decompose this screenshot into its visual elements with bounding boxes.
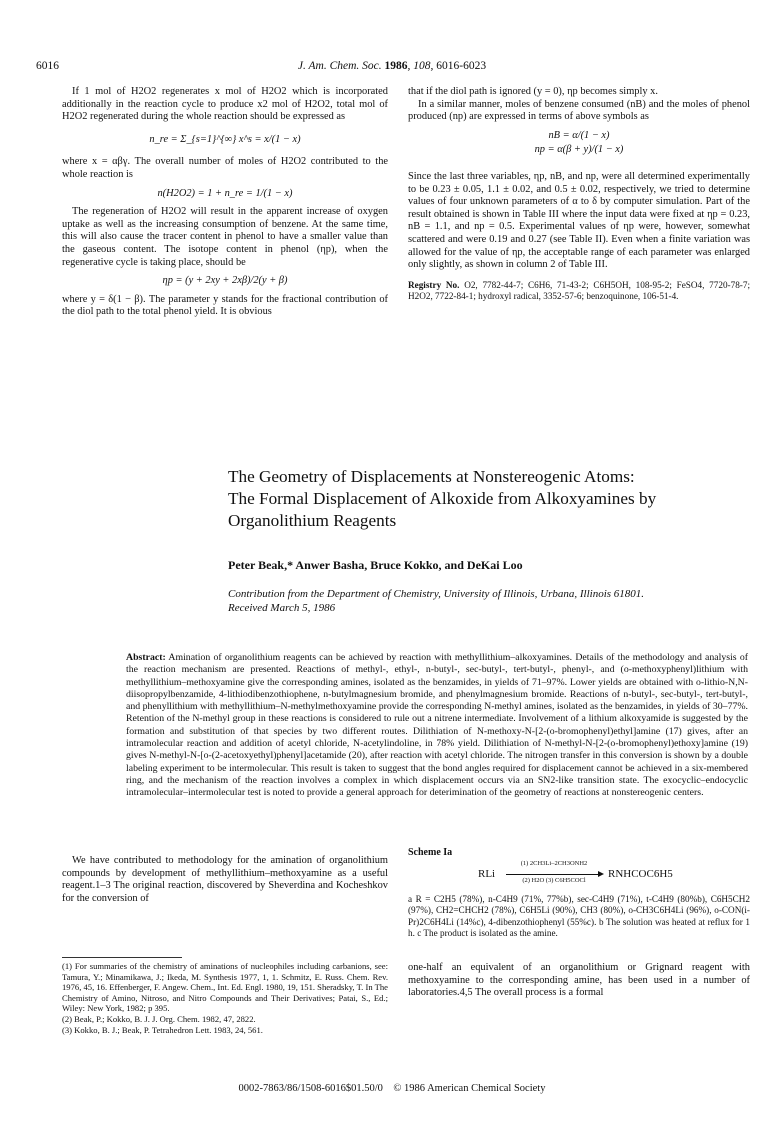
scheme-reagents-below: (2) H2O (3) C6H5COCl	[522, 877, 586, 884]
scheme-reaction	[478, 862, 718, 888]
body-left-column	[62, 855, 388, 905]
received-date: Received March 5, 1986	[228, 602, 336, 614]
equation: ηp = (y + 2xy + 2xβ)/2(y + β)	[162, 275, 288, 287]
scheme-reactant: RLi	[478, 868, 496, 880]
paragraph: The regeneration of H2O2 will result in the apparent increase of oxygen uptake as well as the increasing consumption of benzene. At the same time, this will also cause the tracer content in phenol to have a smaller value than the gaseous content. The isotope content in phenol (ηp), when the regenerative cycle is taking place, should be	[62, 206, 388, 268]
scheme-title: Scheme Ia	[408, 847, 453, 858]
paragraph: where x = αβγ. The overall number of moles of H2O2 contributed to the whole reaction is	[62, 156, 388, 180]
price-code: 0002-7863/86/1508-6016$01.50/0	[238, 1083, 383, 1094]
equation: np = α(β + y)/(1 − x)	[534, 144, 624, 156]
paragraph: In a similar manner, moles of benzene consumed (nB) and the moles of phenol produced (np) are expressed in terms of above symbols as	[408, 98, 750, 123]
registry-text: O2, 7782-44-7; C6H6, 71-43-2; C6H5OH, 108-95-2; FeSO4, 7720-78-7; H2O2, 7722-84-1; hydroxyl radical, 3352-57-6; benzoquinone, 106-51-4.	[408, 279, 750, 302]
body-right-column	[408, 962, 750, 1000]
title-line: The Formal Displacement of Alkoxide from Alkoxyamines by	[228, 489, 657, 508]
registry-numbers	[408, 280, 750, 303]
scheme-footnote: a R = C2H5 (78%), n-C4H9 (71%, 77%b), sec-C4H9 (71%), t-C4H9 (80%b), C6H5CH2 (97%), CH2=CHCH2 (78%), C6H5Li (90%), CH3 (80%), o-CH3C6H4Li (96%), o-CON(i-Pr)2C6H4Li (14%c), 4-dibenzothiophenyl (55%c). b The solution was heated at reflux for 1 h. c The product is isolated as the amine.	[408, 894, 750, 939]
authors: Peter Beak,* Anwer Basha, Bruce Kokko, and DeKai Loo	[228, 558, 523, 572]
journal-name: J. Am. Chem. Soc.	[297, 60, 382, 72]
registry-label: Registry No.	[408, 279, 460, 290]
reaction-arrow	[506, 874, 602, 875]
page-number: 6016	[36, 60, 59, 72]
contribution-info	[228, 587, 758, 615]
abstract-text: Amination of organolithium reagents can be achieved by reaction with methyllithium–alkoxyamines. Details of the methodology and analysis of the reaction mechanism are presented. Reactions of methyl-, ethyl-, n-butyl-, sec-butyl-, tert-butyl-, phenyl-, and (o-methoxyphenyl)lithium with methyllithium–methoxyamine give the corresponding amines, isolated as the benzamides, in yields of 71–97%. Lower yields are obtained with o-lithio-N,N-diisopropylbenzamide, 4-lithiodibenzothiophene, n-butylmagnesium bromide, and phenylmagnesium bromide. Reactions of n-butyl-, sec-butyl-, tert-butyl-, and phenyllithium with methyllithium–N-methylmethoxyamine provide the corresponding N-methyl amines, isolated as the benzamides, in yields of 30–77%. Retention of the N-methyl group in these reactions is considered to rule out a nitrene intermediate. Involvement of a lithium alkoxyamide is suggested by the formation and substitution of that species by two different routes. Dilithiation of N-methoxy-N-[2-(o-bromophenyl)ethyl]amine (17) gives, after an intramolecular reaction and addition of acetyl chloride, N-acetylindoline, in 78% yield. Dilithiation of N-methyl-N-[2-(o-bromophenyl)ethoxy]amine (19) gives N-methyl-N-[o-(2-acetoxyethyl)phenyl]acetamide (20), after reaction with acetyl chloride. The nitrogen transfer in this conversion is shown by a double labeling experiment to be intermolecular. This result is taken to suggest that the bond angles required for displacement cannot be achieved in a six-membered ring, and the mechanism of the reaction involves a complex in which displacement occurs via an SN2-like transition state. The exocyclic–endocyclic intramolecular–intermolecular test is noted to provide a general approach for deterimination of the geometry of reactions at nonstereogenic centers.	[126, 652, 748, 799]
journal-year: 1986	[384, 60, 408, 72]
journal-pages: 6016-6023	[436, 60, 487, 72]
scheme-product: RNHCOC6H5	[608, 868, 673, 880]
copyright: © 1986 American Chemical Society	[393, 1083, 546, 1094]
footnote: (3) Kokko, B. J.; Beak, P. Tetrahedron Lett. 1983, 24, 561.	[62, 1024, 263, 1035]
equation: nB = α/(1 − x)	[548, 129, 610, 141]
page-footer	[0, 1083, 784, 1094]
equation: n_re = Σ_{s=1}^{∞} x^s = x/(1 − x)	[149, 133, 301, 145]
paragraph: that if the diol path is ignored (y = 0), ηp becomes simply x.	[408, 86, 658, 97]
abstract	[126, 652, 748, 800]
scheme-reagents-above: (1) 2CH3Li–2CH3ONH2	[520, 860, 588, 867]
title-line: Organolithium Reagents	[228, 511, 397, 530]
footnote: (2) Beak, P.; Kokko, B. J. J. Org. Chem. 1982, 47, 2822.	[62, 1013, 256, 1024]
footnote: (1) For summaries of the chemistry of aminations of nucleophiles including carbanions, see: Tamura, Y.; Minamikawa, J.; Ikeda, M. Synthesis 1977, 1, 1. Schmitz, E. Russ. Chem. Rev. 1976, 45, 16. Effenberger, F. Angew. Chem., Int. Ed. Engl. 1980, 19, 151. Sheradsky, T. In The Chemistry of Amino, Nitroso, and Nitro Compounds and Their Derivatives; Patai, S., Ed.; Wiley: New York, 1982; p 395.	[62, 961, 388, 1014]
paragraph: If 1 mol of H2O2 regenerates x mol of H2O2 which is incorporated additionally in the reaction cycle to produce x2 mol of H2O2, total mol of H2O2 regenerated during the whole reaction should be expressed as	[62, 86, 388, 123]
previous-article-left-column	[62, 86, 388, 319]
equation: n(H2O2) = 1 + n_re = 1/(1 − x)	[157, 187, 293, 199]
paragraph: one-half an equivalent of an organolithium or Grignard reagent with methoxyamine to the corresponding amine, has been used in a number of laboratories.4,5 The overall process is a formal	[408, 962, 750, 999]
journal-citation: J. Am. Chem. Soc. 1986, 108, 6016-6023	[297, 60, 487, 72]
title-line: The Geometry of Displacements at Nonstereogenic Atoms:	[228, 467, 635, 486]
previous-article-right-column	[408, 86, 750, 303]
paragraph: Since the last three variables, ηp, nB, and np, were all determined experimentally to be 0.23 ± 0.05, 1.1 ± 0.02, and 0.5 ± 0.02, respectively, we tried to determine values of four unknown parameters of α to δ by computer simulation. Part of the result obtained is shown in Table III where the input data were fixed at ηp = 0.23, nB = 1.1, and np = 0.5. Experimental values of ηp were, however, somewhat scattered and were 0.19 and 0.27 (see Table II). Even when a finite variation was allowed for the value of ηp, the acceptable range of each parameter was enlarged only slightly, as shown in column 2 of Table III.	[408, 170, 750, 271]
running-header	[36, 60, 748, 76]
footnote-divider	[62, 957, 182, 958]
paragraph: where y = δ(1 − β). The parameter y stands for the fractional contribution of the diol path to the total phenol yield. It is obvious	[62, 293, 388, 318]
paragraph: We have contributed to methodology for the amination of organolithium compounds by development of methyllithium–methoxyamine as a useful reagent.1–3 The original reaction, discovered by Sheverdina and Kocheshkov for the conversion of	[62, 855, 388, 904]
footnotes	[62, 961, 388, 1035]
journal-volume: 108	[413, 60, 431, 72]
affiliation: Contribution from the Department of Chemistry, University of Illinois, Urbana, Illinois 61801.	[228, 588, 645, 600]
abstract-label: Abstract:	[126, 652, 166, 663]
article-title	[228, 466, 748, 532]
